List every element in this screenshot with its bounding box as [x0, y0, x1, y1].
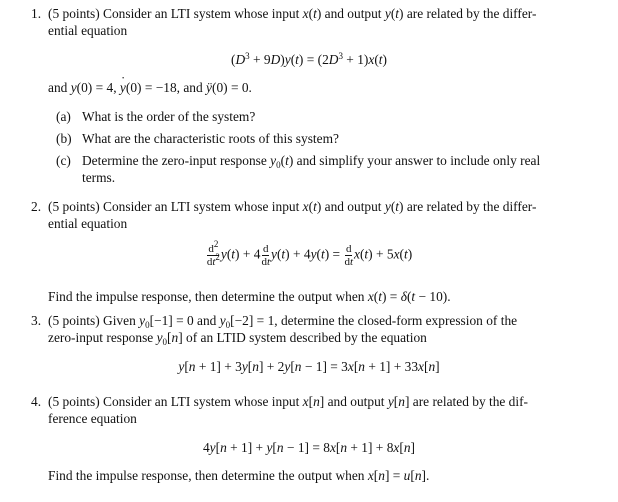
problem-statement-line1: (5 points) Given $y_0[-1] = 0$ and $y_0[-2] = 1$, determine the closed-form expression of the	[48, 313, 518, 330]
problem-statement-line1: (5 points) Consider an LTI system whose input x(t) and output y(t) are related by the differ-	[48, 6, 537, 21]
problem-statement-line1: (5 points) Consider an LTI system whose input x[n] and output y[n] are related by the dif-	[48, 394, 529, 409]
problem-number: 4.	[31, 394, 42, 409]
differential-equation: $\frac{d^2}{dt^2}$ y(t) + 4 $\frac{d}{dt}$ y(t) + 4y(t) = $\frac{d}{dt}$ x(t) + 5x(t)	[206, 239, 413, 268]
problem-number: 2.	[31, 199, 42, 214]
problem-number: 1.	[31, 6, 42, 21]
problem-number: 3.	[31, 313, 42, 328]
difference-equation: 4y[n + 1] + y[n − 1] = 8x[n + 1] + 8x[n]	[202, 440, 416, 455]
part-label: (c)	[56, 153, 71, 168]
difference-equation: y[n + 1] + 3y[n] + 2y[n − 1] = 3x[n + 1] + 33x[n]	[178, 359, 440, 374]
problem-statement-line2: ential equation	[48, 216, 128, 231]
problem-statement-line1: (5 points) Consider an LTI system whose input x(t) and output y(t) are related by the differ-	[48, 199, 537, 214]
differential-equation: $(D^3 + 9D)y(t) = (2D^3 + 1)x(t)$	[231, 51, 387, 67]
part-label: (b)	[56, 131, 72, 146]
problem-question: Find the impulse response, then determine the output when x(t) = δ(t − 10).	[48, 289, 451, 304]
part-text: Determine the zero-input response $y_0(t)$ and simplify your answer to include only real terms.	[82, 153, 541, 185]
part-text: What is the order of the system?	[82, 109, 256, 124]
initial-conditions: and y(0) = 4, y ˙(0) = −18, and ÿ(0) = 0.	[48, 80, 252, 96]
problem-statement-line2: ference equation	[48, 411, 137, 426]
part-text: What are the characteristic roots of this system?	[82, 131, 339, 146]
problem-statement-line2: ential equation	[48, 23, 128, 38]
problem-statement-line2: zero-input response $y_0[n]$ of an LTID system described by the equation	[48, 330, 427, 347]
problem-question: Find the impulse response, then determine the output when x[n] = u[n].	[48, 468, 430, 483]
part-label: (a)	[56, 109, 71, 124]
